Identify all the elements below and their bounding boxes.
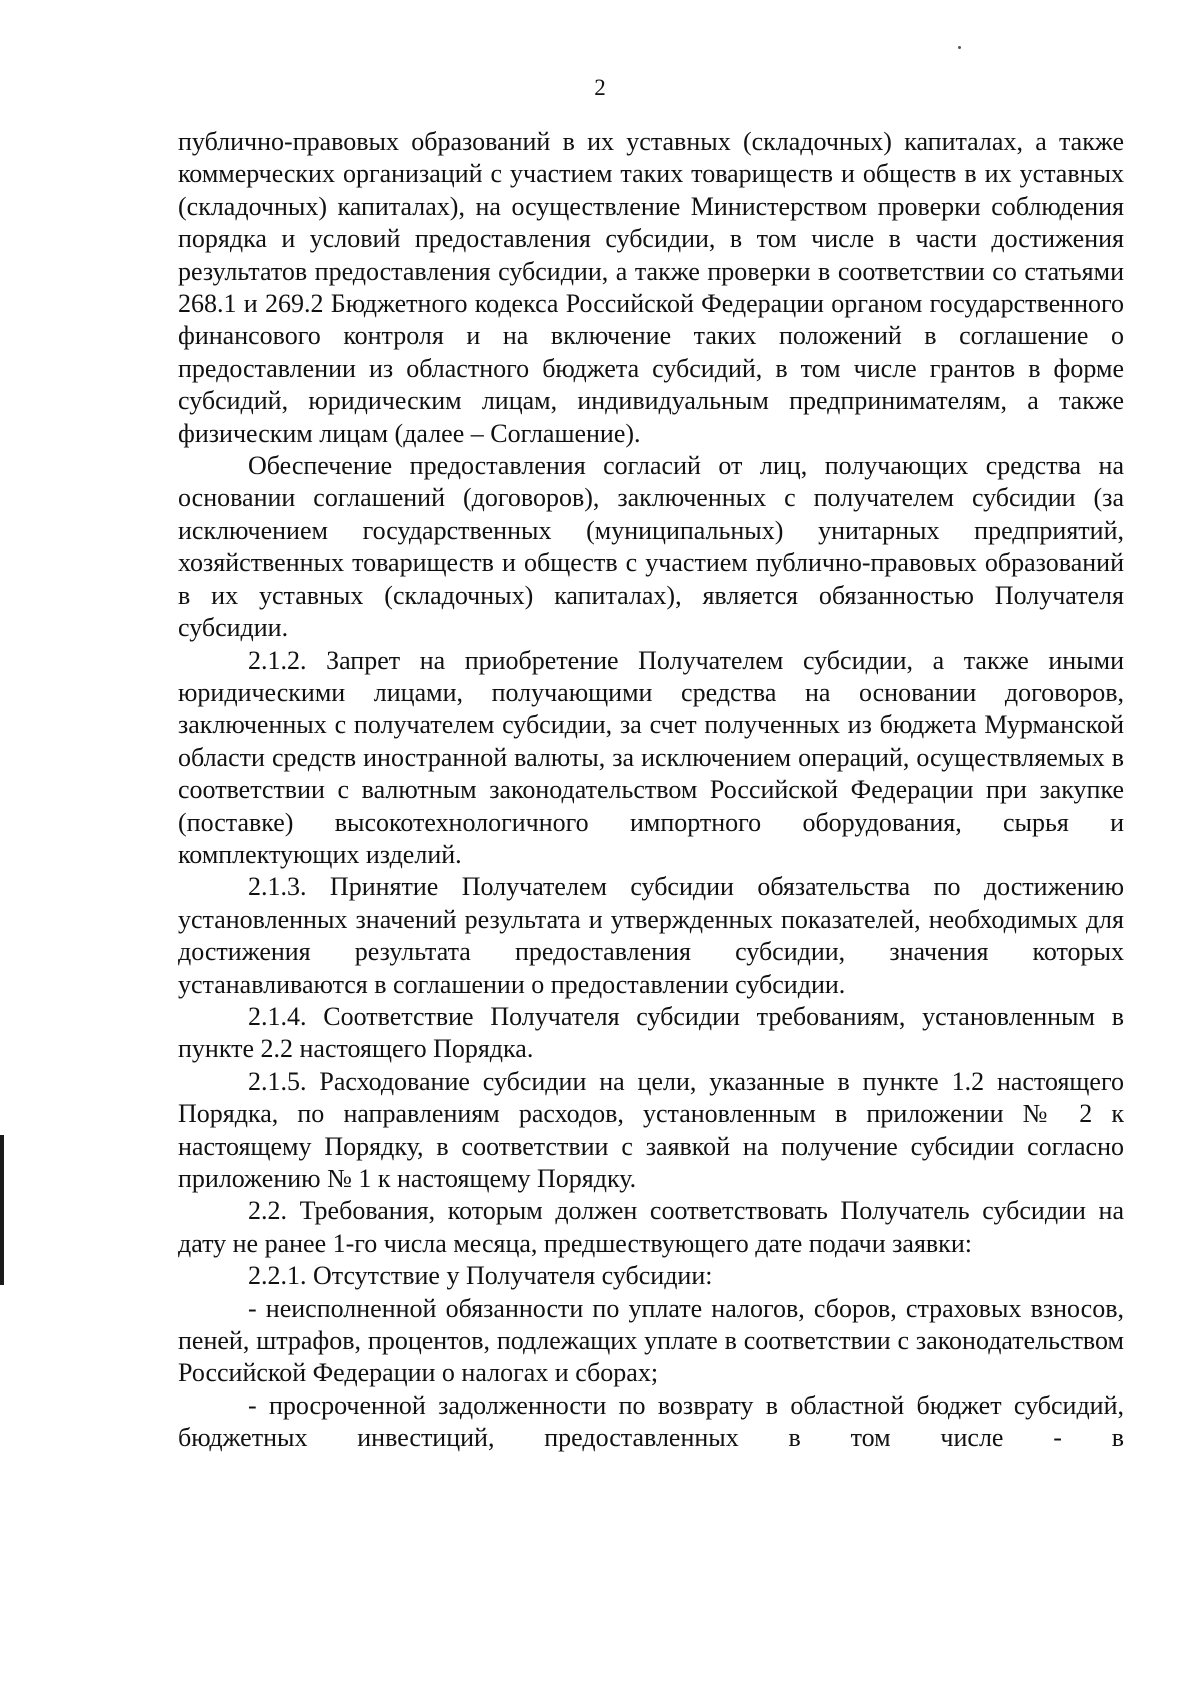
paragraph-consent-obligation: Обеспечение предоставления согласий от лиц, получающих средства на основании соглашений (договоров), заключенных с получателем субсидии (за исключением государственных (муниципальных) унитарных предприятий, хозяйственных товариществ и обществ с участием публично-правовых образований в их уставных (складочных) капиталах), является обязанностью Получателя субсидии. — [178, 451, 1124, 643]
list-item-overdue-debt: - просроченной задолженности по возврату в областной бюджет субсидий, бюджетных инвестиций, предоставленных в том числе - в — [178, 1390, 1124, 1453]
document-body — [178, 126, 1124, 1455]
paragraph-consent-continuation: публично-правовых образований в их уставных (складочных) капиталах, а также коммерческих организаций с участием таких товариществ и обществ в их уставных (складочных) капиталах), на осуществление Министерством проверки соблюдения порядка и условий предоставления субсидии, в том числе в части достижения результатов предоставления субсидии, а также проверки в соответствии со статьями 268.1 и 269.2 Бюджетного кодекса Российской Федерации органом государственного финансового контроля и на включение таких положений в соглашение о предоставлении из областного бюджета субсидий, в том числе грантов в форме субсидий, юридическим лицам, индивидуальным предпринимателям, а также физическим лицам (далее – Соглашение). — [178, 127, 1124, 448]
scan-speck — [958, 46, 961, 49]
page-number: 2 — [594, 75, 606, 100]
paragraph-2-1-4: 2.1.4. Соответствие Получателя субсидии требованиям, установленным в пункте 2.2 настоящего Порядка. — [178, 1001, 1124, 1064]
paragraph-2-2: 2.2. Требования, которым должен соответствовать Получатель субсидии на дату не ранее 1-го числа месяца, предшествующего дате подачи заявки: — [178, 1196, 1124, 1258]
paragraph-2-1-2: 2.1.2. Запрет на приобретение Получателем субсидии, а также иными юридическими лицами, получающими средства на основании договоров, заключенных с получателем субсидии, за счет полученных из бюджета Мурманской области средств иностранной валюты, за исключением операций, осуществляемых в соответствии с валютным законодательством Российской Федерации при закупке (поставке) высокотехнологичного импортного оборудования, сырья и комплектующих изделий. — [178, 645, 1124, 869]
paragraph-2-2-1: 2.2.1. Отсутствие у Получателя субсидии: — [248, 1261, 713, 1291]
scan-edge-mark — [0, 1135, 4, 1285]
paragraph-2-1-3: 2.1.3. Принятие Получателем субсидии обязательства по достижению установленных значений результата и утвержденных показателей, необходимых для достижения результата предоставления субсидии, значения которых устанавливаются в соглашении о предоставлении субсидии. — [178, 872, 1124, 999]
paragraph-2-1-5: 2.1.5. Расходование субсидии на цели, указанные в пункте 1.2 настоящего Порядка, по направлениям расходов, установленным в приложении № 2 к настоящему Порядку, в соответствии с заявкой на получение субсидии согласно приложению № 1 к настоящему Порядку. — [178, 1066, 1124, 1193]
list-item-tax-obligation: - неисполненной обязанности по уплате налогов, сборов, страховых взносов, пеней, штрафов, процентов, подлежащих уплате в соответствии с законодательством Российской Федерации о налогах и сборах; — [178, 1293, 1124, 1388]
